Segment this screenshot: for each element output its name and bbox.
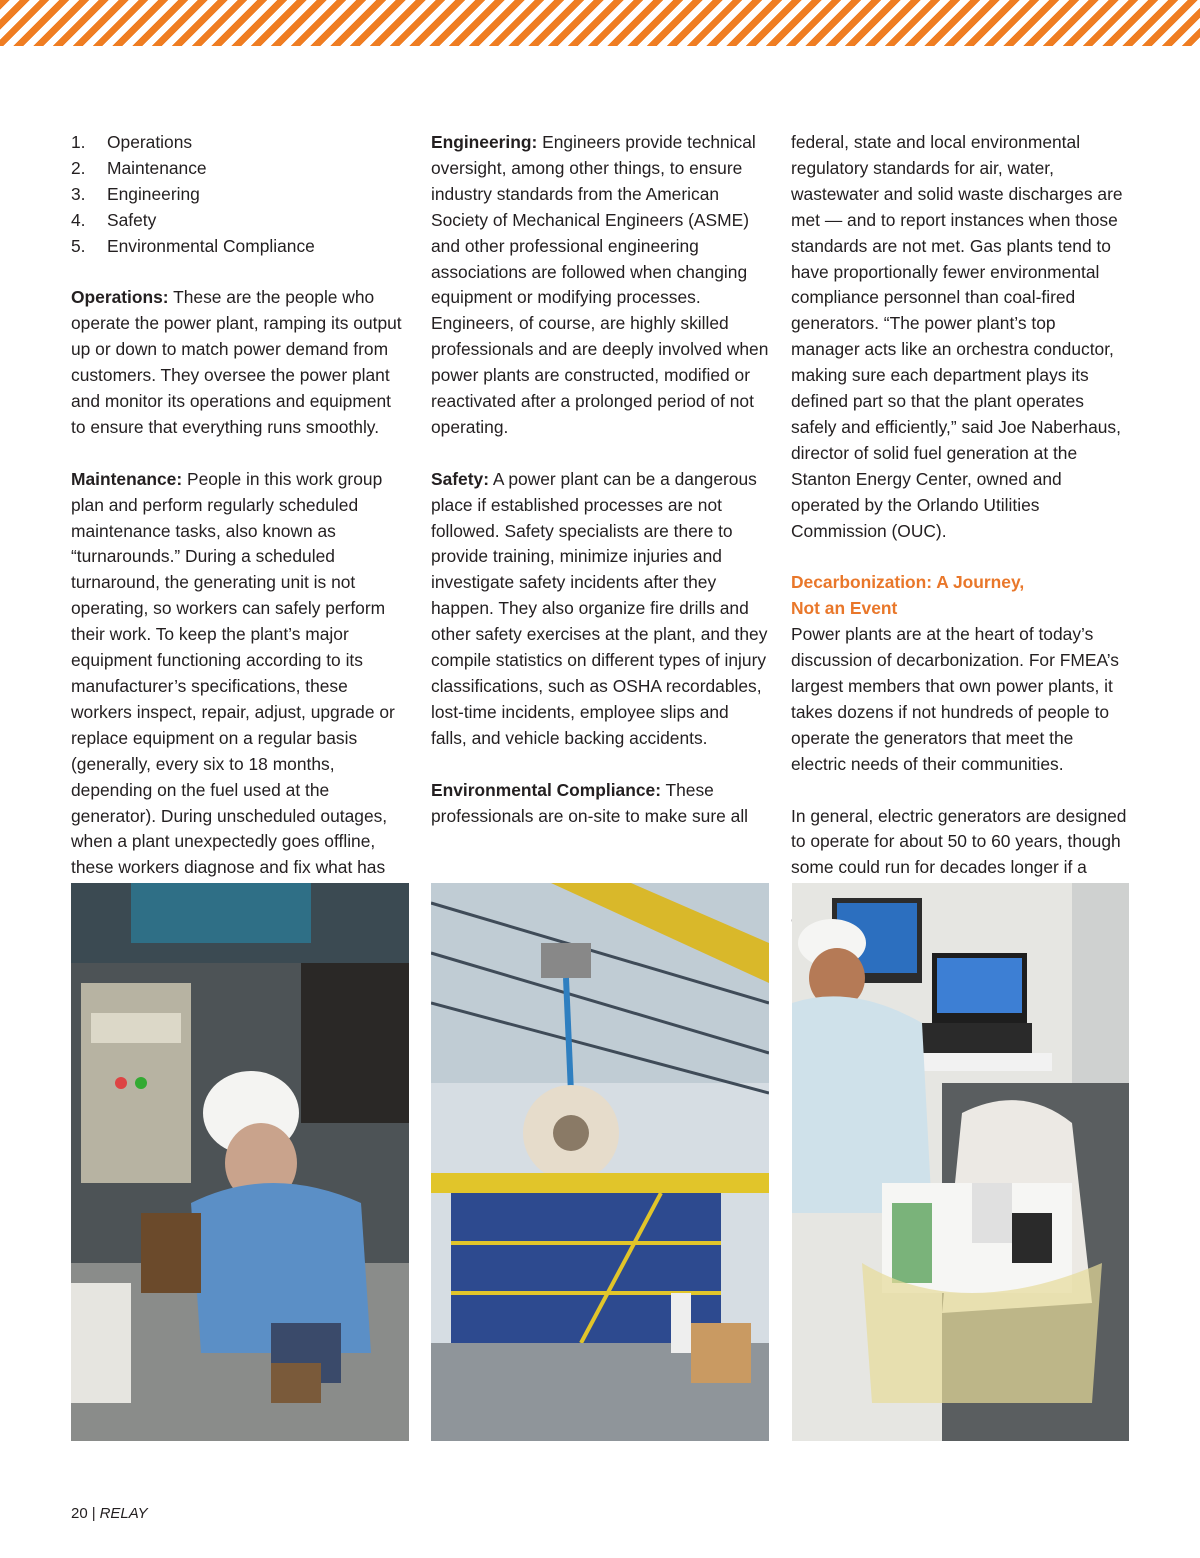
- environmental-heading: Environmental Compliance:: [431, 779, 661, 800]
- maintenance-paragraph: Maintenance: People in this work group plan and perform regularly scheduled maintenance tasks, also known as “turnarounds.” During a scheduled turnaround, the generating unit is not operating, so workers can safely perform their work. To keep the plant’s major equipment functioning according to its manufacturer’s specifications, these workers inspect, repair, adjust, upgrade or replace equipment on a regular basis (generally, every six to 18 months, depending on the fuel used at the generator). During unscheduled outages, when a plant unexpectedly goes offline, these workers diagnose and fix what has: [71, 468, 395, 878]
- footer-separator: |: [91, 1505, 96, 1522]
- engineering-paragraph: Engineering: Engineers provide technical oversight, among other things, to ensure industry standards from the American Society of Mechanical Engineers (ASME) and other professional engineering associations are followed when changing equipment or modifying processes. Engineers, of course, are highly skilled professionals and are deeply involved when power plants are constructed, modified or reactivated after a prolonged period of not operating.: [431, 132, 769, 437]
- operations-paragraph: Operations: These are the people who operate the power plant, ramping its output up or down to match power demand from customers. They oversee the power plant and monitor its operations and equipment to ensure that everything runs smoothly.: [71, 287, 402, 437]
- safety-paragraph: Safety: A power plant can be a dangerous place if established processes are not followed. Safety specialists are there to provide training, minimize injuries and investigate safety incidents after they happen. They also organize fire drills and other safety exercises at the plant, and they compile statistics on different types of injury classifications, such as OSHA recordables, lost-time incidents, employee slips and falls, and vehicle backing accidents.: [431, 468, 768, 748]
- list-item: 3. Engineering: [71, 183, 200, 204]
- decarbonization-paragraph-1: Power plants are at the heart of today’s discussion of decarbonization. For FMEA’s largest members that own power plants, it takes dozens if not hundreds of people to operate the generators that meet the electric needs of their communities.: [791, 624, 1119, 774]
- list-item: 5. Environmental Compliance: [71, 235, 315, 256]
- roles-list: [71, 130, 409, 260]
- environmental-paragraph: Environmental Compliance: These professionals are on-site to make sure all: [431, 779, 749, 826]
- list-item: 1. Operations: [71, 132, 193, 152]
- article-column-1: [71, 130, 409, 907]
- photo-crane-lifting-generator-part: [431, 883, 769, 1441]
- decarbonization-paragraph-2: In general, electric generators are designed to operate for about 50 to 60 years, though some could run for decades longer if a: [791, 805, 1127, 878]
- environmental-continuation: federal, state and local environmental regulatory standards for air, water, wastewater and solid waste discharges are met — and to report instances when those standards are not met. Gas plants tend to have proportionally fewer environmental compliance personnel than coal-fired generators. “The power plant’s top manager acts like an orchestra conductor, making sure each department plays its defined part so that the plant operates safely and efficiently,” said Joe Naberhaus, director of solid fuel generation at the Stanton Energy Center, owned and operated by the Orlando Utilities Commission (OUC).: [791, 132, 1123, 541]
- article-column-2: [431, 130, 769, 829]
- safety-heading: Safety:: [431, 468, 489, 489]
- photo-technician-with-laptop: [792, 883, 1129, 1441]
- list-item: 2. Maintenance: [71, 157, 207, 178]
- page-footer: [71, 1505, 148, 1522]
- engineering-heading: Engineering:: [431, 132, 538, 152]
- page-number: 20: [71, 1505, 88, 1522]
- publication-name: RELAY: [99, 1505, 148, 1522]
- photo-worker-at-control-panel: [71, 883, 409, 1441]
- list-item: 4. Safety: [71, 209, 157, 230]
- header-stripe-band: [0, 0, 1200, 46]
- decarbonization-heading: Decarbonization: A Journey, Not an Event: [791, 572, 1025, 619]
- maintenance-heading: Maintenance:: [71, 468, 183, 489]
- article-column-3: [791, 130, 1129, 933]
- operations-heading: Operations:: [71, 287, 169, 308]
